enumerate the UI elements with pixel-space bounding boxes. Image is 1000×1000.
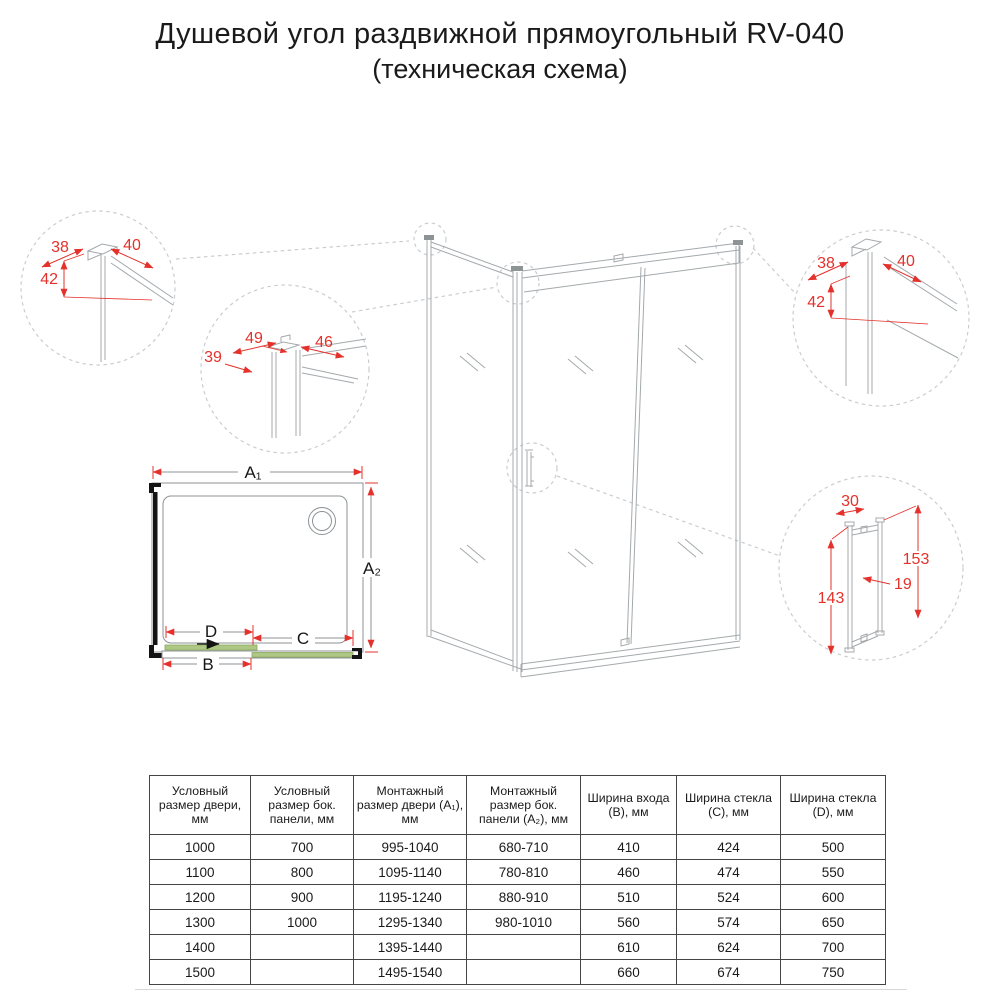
cell xyxy=(251,935,354,960)
dim-46-label: 46 xyxy=(315,334,333,351)
col-header-glass-c-width: Ширина стекла (C), мм xyxy=(677,776,781,835)
right-post-cap xyxy=(733,240,743,245)
side-panel-back-post xyxy=(427,240,431,637)
dim-30-label: 30 xyxy=(841,493,859,510)
cell: 1000 xyxy=(251,910,354,935)
cell: 700 xyxy=(781,935,886,960)
dim-143-label: 143 xyxy=(817,590,845,607)
cell: 700 xyxy=(251,835,354,860)
cell: 500 xyxy=(781,835,886,860)
table-row xyxy=(150,835,886,860)
col-header-glass-d-width: Ширина стекла (D), мм xyxy=(781,776,886,835)
drain-inner xyxy=(313,512,332,531)
title-line-2: (техническая схема) xyxy=(372,54,628,84)
title-line-1: Душевой угол раздвижной прямоугольный RV-040 xyxy=(155,18,845,50)
leader-line-wall-profile xyxy=(352,287,497,312)
cell: 1400 xyxy=(150,935,251,960)
dim-40-label: 40 xyxy=(123,237,141,254)
enclosure-3d-drawing xyxy=(427,240,740,677)
leader-line-handle xyxy=(557,476,780,556)
cell xyxy=(251,960,354,985)
cell: 660 xyxy=(581,960,677,985)
table-row xyxy=(150,960,886,985)
cell: 680-710 xyxy=(467,835,581,860)
label-c: C xyxy=(296,629,310,648)
col-header-side-panel-size: Условный размер бок. панели, мм xyxy=(251,776,354,835)
cell: 550 xyxy=(781,860,886,885)
col-header-panel-mount-size: Монтажный размер бок. панели (A₂), мм xyxy=(467,776,581,835)
detail-circle-top-left xyxy=(21,211,175,365)
shower-tray xyxy=(163,496,347,643)
cell: 1095-1140 xyxy=(354,860,467,885)
dim-49-label: 49 xyxy=(245,330,263,347)
dim-42-label: 42 xyxy=(40,271,58,288)
cell: 1300 xyxy=(150,910,251,935)
detail-circle-wall-profile xyxy=(201,285,369,453)
cell: 474 xyxy=(677,860,781,885)
cell: 1500 xyxy=(150,960,251,985)
footer-separator-line xyxy=(135,989,907,990)
label-d: D xyxy=(204,622,218,641)
cell: 424 xyxy=(677,835,781,860)
leader-line-top-left xyxy=(176,241,409,259)
cell: 1195-1240 xyxy=(354,885,467,910)
cell: 900 xyxy=(251,885,354,910)
cell: 650 xyxy=(781,910,886,935)
label-a1: A₁ xyxy=(244,463,262,482)
plan-view xyxy=(149,461,388,674)
cell: 410 xyxy=(581,835,677,860)
col-header-entry-width: Ширина входа (B), мм xyxy=(581,776,677,835)
spec-table xyxy=(149,775,886,985)
glass-shine-mark xyxy=(678,539,703,557)
cell: 574 xyxy=(677,910,781,935)
profile-sketch xyxy=(88,244,173,362)
dim-19-label: 19 xyxy=(894,576,912,593)
detail-top-right-profile xyxy=(807,239,958,394)
dim-153-label: 153 xyxy=(902,551,930,568)
glass-shine-mark xyxy=(460,353,485,371)
plan-outer-box xyxy=(152,483,363,652)
cell: 610 xyxy=(581,935,677,960)
table-row xyxy=(150,885,886,910)
cell: 674 xyxy=(677,960,781,985)
cell: 1295-1340 xyxy=(354,910,467,935)
cell: 1495-1540 xyxy=(354,960,467,985)
cell: 524 xyxy=(677,885,781,910)
cell: 750 xyxy=(781,960,886,985)
cell: 1100 xyxy=(150,860,251,885)
sliding-door-d-plan xyxy=(165,645,257,650)
corner-post xyxy=(513,271,522,672)
detail-wall-profile xyxy=(204,330,366,438)
glass-shine-mark xyxy=(568,549,593,567)
table-row xyxy=(150,935,886,960)
cell: 880-910 xyxy=(467,885,581,910)
side-glass-plan xyxy=(153,492,158,645)
cell: 560 xyxy=(581,910,677,935)
cell xyxy=(467,960,581,985)
bottom-guide-bracket xyxy=(621,638,629,646)
corner-post-cap xyxy=(511,266,523,271)
door-panel-divider xyxy=(627,267,645,644)
detail-handle xyxy=(817,493,929,654)
dim-42-label: 42 xyxy=(807,294,825,311)
cell: 510 xyxy=(581,885,677,910)
cell: 600 xyxy=(781,885,886,910)
cell: 995-1040 xyxy=(354,835,467,860)
cell: 460 xyxy=(581,860,677,885)
dim-40-label: 40 xyxy=(897,253,915,270)
handle-sketch xyxy=(845,518,884,652)
glass-shine-mark xyxy=(568,356,593,374)
leader-line-top-right xyxy=(753,248,795,293)
wall-profile-top-plan xyxy=(149,483,161,493)
cell: 1395-1440 xyxy=(354,935,467,960)
left-post-cap xyxy=(424,235,434,240)
dimension-lines xyxy=(42,249,153,300)
detail-top-left-profile xyxy=(40,237,173,362)
label-b: B xyxy=(202,655,214,674)
cell: 624 xyxy=(677,935,781,960)
table-header-row xyxy=(150,776,886,835)
cell: 980-1010 xyxy=(467,910,581,935)
door-handle-3d xyxy=(525,450,534,487)
post-caps xyxy=(424,235,743,271)
col-header-door-size: Условный размер двери, мм xyxy=(150,776,251,835)
side-panel-bottom-edge xyxy=(428,630,521,669)
dim-38-label: 38 xyxy=(817,255,835,272)
label-a2: A₂ xyxy=(363,559,381,578)
cell: 1200 xyxy=(150,885,251,910)
right-post xyxy=(736,246,740,640)
cell: 1000 xyxy=(150,835,251,860)
table-row xyxy=(150,860,886,885)
col-header-door-mount-size: Монтажный размер двери (A₁), мм xyxy=(354,776,467,835)
glass-shine-mark xyxy=(460,545,485,563)
cell: 800 xyxy=(251,860,354,885)
top-rail xyxy=(522,243,739,292)
cell: 780-810 xyxy=(467,860,581,885)
dim-39-label: 39 xyxy=(204,349,222,366)
bottom-rail xyxy=(521,635,740,677)
fixed-glass-c-plan xyxy=(252,653,353,658)
detail-circle-handle xyxy=(779,476,963,660)
cell xyxy=(467,935,581,960)
table-row xyxy=(150,910,886,935)
glass-shine-mark xyxy=(678,345,703,363)
dim-38-label: 38 xyxy=(51,239,69,256)
